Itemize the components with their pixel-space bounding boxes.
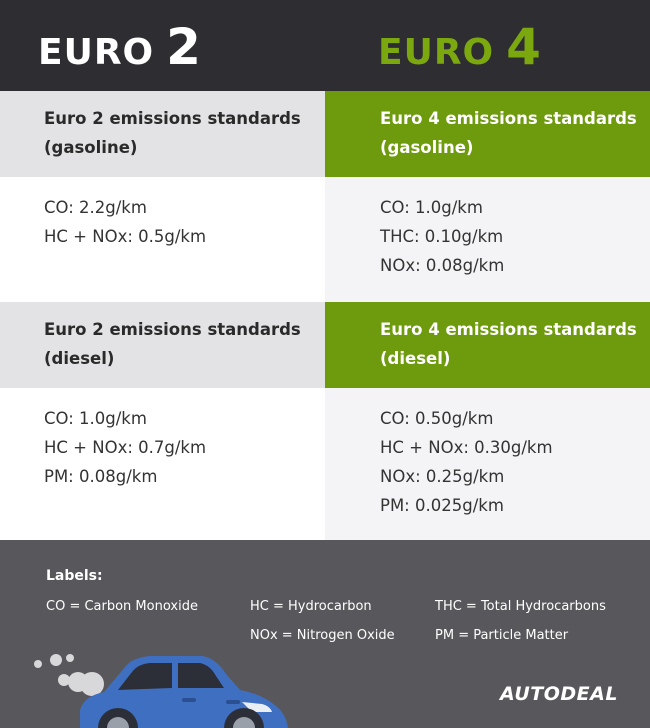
euro4-diesel-heading-line1: Euro 4 emissions standards [380,320,637,339]
euro2-gasoline-values [0,177,325,302]
value-line: HC + NOx: 0.7g/km [44,438,207,457]
euro4-diesel-values [325,388,650,540]
value-line: HC + NOx: 0.30g/km [380,438,553,457]
value-line: PM: 0.025g/km [380,496,504,515]
exhaust-smoke-icon [34,654,104,696]
header-bar [0,0,650,91]
label-thc: THC = Total Hydrocarbons [435,599,606,614]
euro2-diesel-heading [0,302,325,388]
car-illustration-icon [0,640,300,728]
value-line: CO: 0.50g/km [380,409,494,428]
gasoline-values-row [0,177,650,302]
value-line: NOx: 0.08g/km [380,256,505,275]
euro2-title [38,18,202,76]
diesel-values-row [0,388,650,540]
euro4-gasoline-values [325,177,650,302]
value-line: PM: 0.08g/km [44,467,158,486]
labels-title: Labels: [46,568,103,584]
euro4-title-number: 4 [506,18,542,76]
euro4-gasoline-heading [325,91,650,177]
euro4-title-word: EURO [378,32,495,73]
euro4-gasoline-heading-line1: Euro 4 emissions standards [380,109,637,128]
euro2-gasoline-heading-line2: (gasoline) [44,138,138,157]
value-line: HC + NOx: 0.5g/km [44,227,207,246]
euro2-title-number: 2 [166,18,202,76]
euro4-diesel-heading-line2: (diesel) [380,349,451,368]
value-line: NOx: 0.25g/km [380,467,505,486]
euro4-gasoline-heading-line2: (gasoline) [380,138,474,157]
label-pm: PM = Particle Matter [435,628,569,643]
diesel-header-row [0,302,650,388]
value-line: CO: 1.0g/km [380,198,483,217]
label-co: CO = Carbon Monoxide [46,599,198,614]
labels-footer [0,540,650,728]
autodeal-logo: AUTODEAL [500,683,618,705]
label-hc: HC = Hydrocarbon [250,599,372,614]
euro2-diesel-heading-line1: Euro 2 emissions standards [44,320,301,339]
value-line: CO: 2.2g/km [44,198,147,217]
gasoline-header-row [0,91,650,177]
label-nox: NOx = Nitrogen Oxide [250,628,395,643]
euro2-title-word: EURO [38,32,155,73]
value-line: CO: 1.0g/km [44,409,147,428]
value-line: THC: 0.10g/km [380,227,504,246]
euro2-diesel-values [0,388,325,540]
euro4-title [378,18,542,76]
euro2-gasoline-heading [0,91,325,177]
euro4-diesel-heading [325,302,650,388]
euro2-diesel-heading-line2: (diesel) [44,349,115,368]
euro2-gasoline-heading-line1: Euro 2 emissions standards [44,109,301,128]
